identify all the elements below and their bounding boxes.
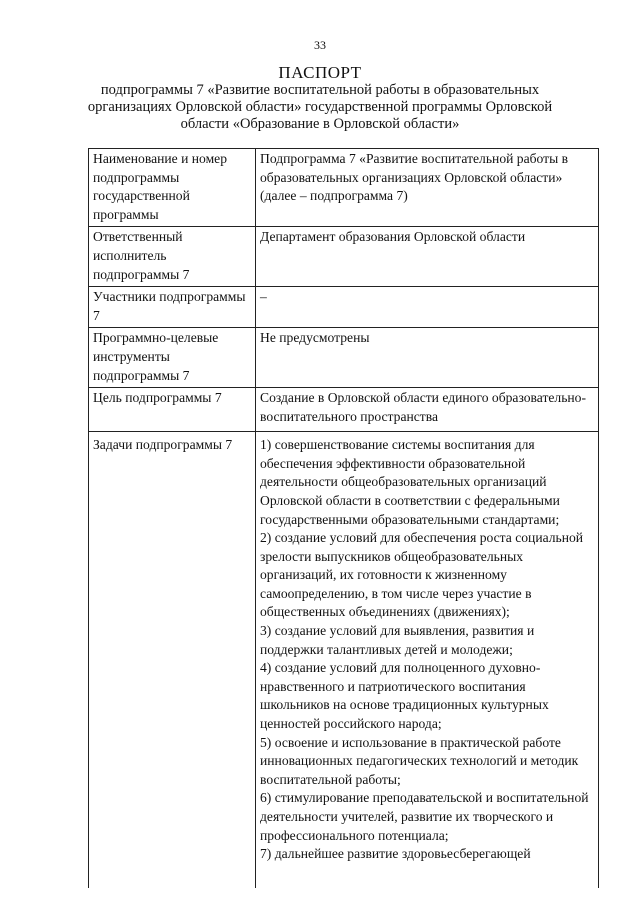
- document-heading: ПАСПОРТ: [278, 63, 362, 82]
- row-instruments: [89, 328, 599, 388]
- tasks-list: [256, 432, 599, 889]
- task-item: 4) создание условий для полноценного духовно-нравственного и патриотического воспитания школьников на основе традиционных культурных ценностей российского народа;: [260, 660, 549, 732]
- row-responsible: [89, 227, 599, 287]
- page-number: 33: [314, 38, 326, 52]
- row-label: Программно-целевые инструменты подпрограммы 7: [89, 328, 256, 388]
- row-name: [89, 149, 599, 227]
- row-value: Создание в Орловской области единого образовательно-воспитательного пространства: [256, 388, 599, 432]
- document-subtitle: подпрограммы 7 «Развитие воспитательной работы в образовательных организациях Орловской области» государственной программы Орловской области «Образование в Орловской области»: [87, 82, 553, 132]
- task-item: 1) совершенствование системы воспитания для обеспечения эффективности образовательной деятельности общеобразовательных организаций Орловской области в соответствии с федеральными государственными образовательными стандартами;: [260, 437, 560, 527]
- row-tasks: [89, 432, 599, 889]
- task-item: 5) освоение и использование в практической работе инновационных педагогических технологий и методик воспитательной работы;: [260, 734, 579, 787]
- passport-table: [88, 148, 599, 888]
- task-item: 6) стимулирование преподавательской и воспитательной деятельности учителей, развитие их творческого и профессионального потенциала;: [260, 790, 589, 843]
- row-value: Не предусмотрены: [256, 328, 599, 388]
- task-item: 7) дальнейшее развитие здоровьесберегающей: [260, 846, 531, 862]
- row-label: Ответственный исполнитель подпрограммы 7: [89, 227, 256, 287]
- row-goal: [89, 388, 599, 432]
- row-value: –: [256, 287, 599, 328]
- row-label: Задачи подпрограммы 7: [89, 432, 256, 889]
- task-item: 2) создание условий для обеспечения роста социальной зрелости выпускников общеобразовательных организаций, их готовности к жизненному самоопределению, в том числе через участие в общественных объединениях (движениях);: [260, 530, 584, 620]
- task-item: 3) создание условий для выявления, развития и поддержки талантливых детей и молодежи;: [260, 623, 535, 657]
- row-label: Цель подпрограммы 7: [89, 388, 256, 432]
- row-label: Наименование и номер подпрограммы государственной программы: [89, 149, 256, 227]
- row-value: Подпрограмма 7 «Развитие воспитательной работы в образовательных организациях Орловской области» (далее – подпрограмма 7): [256, 149, 599, 227]
- row-label: Участники подпрограммы 7: [89, 287, 256, 328]
- row-participants: [89, 287, 599, 328]
- row-value: Департамент образования Орловской области: [256, 227, 599, 287]
